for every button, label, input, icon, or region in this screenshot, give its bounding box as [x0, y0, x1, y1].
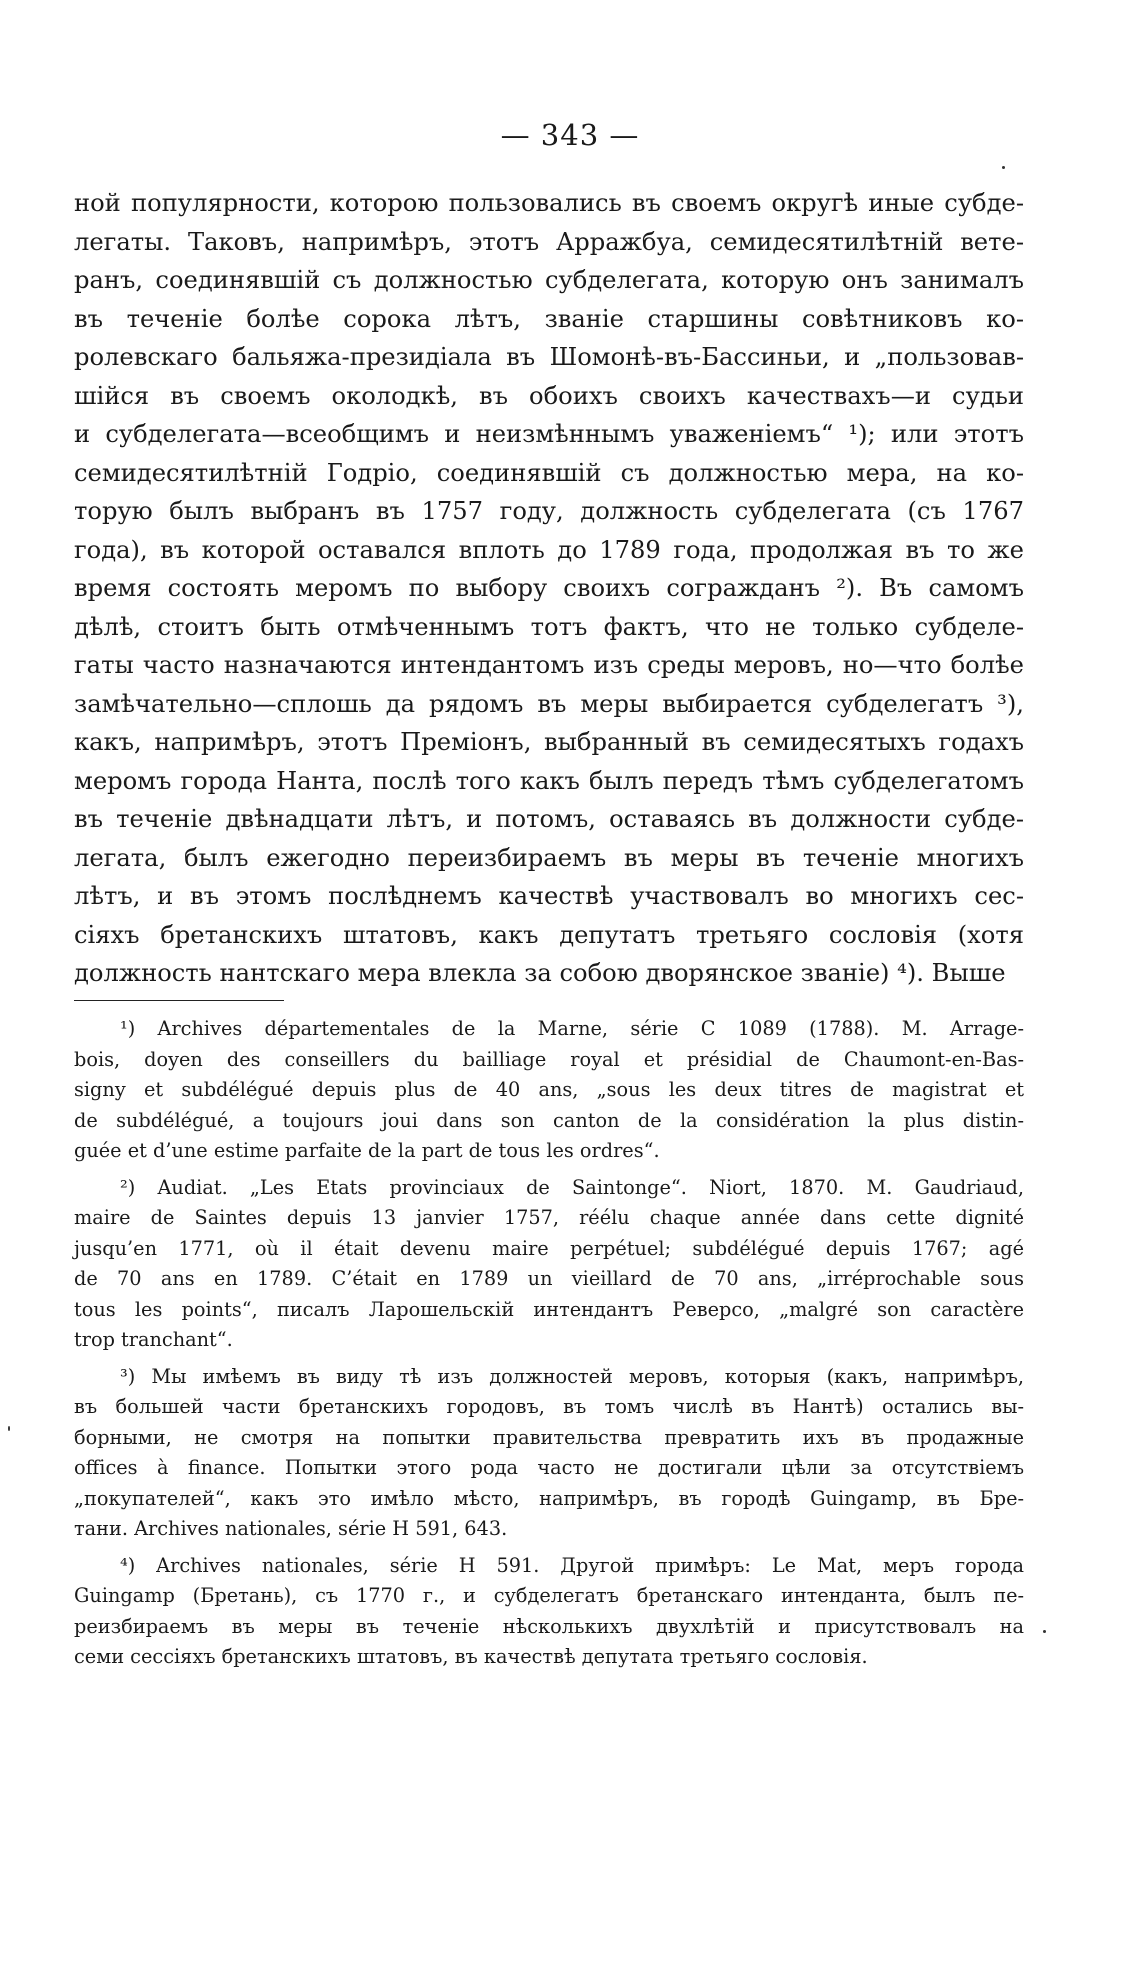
text-line: и субделегата—всеобщимъ и неизмѣннымъ уваженіемъ“ ¹); или этотъ	[74, 420, 1024, 448]
footnote-1	[74, 1014, 1024, 1167]
footnote-3	[74, 1362, 1024, 1545]
footnote-line: signy et subdélégué depuis plus de 40 ans, „sous les deux titres de magistrat et	[74, 1078, 1024, 1101]
footnote-line: борными, не смотря на попытки правительства превратить ихъ въ продажные	[74, 1425, 1024, 1449]
text-line: шійся въ своемъ околодкѣ, въ обоихъ своихъ качествахъ—и судьи	[74, 381, 1024, 410]
text-line: время состоять меромъ по выбору своихъ согражданъ ²). Въ самомъ	[74, 574, 1024, 602]
footnote-line: ¹) Archives départementales de la Marne, série C 1089 (1788). M. Arrage-	[120, 1017, 1024, 1040]
text-line: года), въ которой оставался вплоть до 1789 года, продолжая въ то же	[74, 535, 1024, 564]
text-line: въ теченіе двѣнадцати лѣтъ, и потомъ, оставаясь въ должности субде-	[74, 805, 1024, 833]
footnote-line: въ большей части бретанскихъ городовъ, въ томъ числѣ въ Нантѣ) остались вы-	[74, 1395, 1024, 1418]
text-line: въ теченіе болѣе сорока лѣтъ, званіе старшины совѣтниковъ ко-	[74, 304, 1024, 333]
text-line: должность нантскаго мера влекла за собою дворянское званіе) ⁴). Выше	[74, 959, 1006, 987]
text-line: дѣлѣ, стоитъ быть отмѣченнымъ тотъ фактъ, что не только субделе-	[74, 612, 1024, 641]
main-text-body	[74, 184, 1024, 993]
text-line: какъ, напримѣръ, этотъ Преміонъ, выбранный въ семидесятыхъ годахъ	[74, 728, 1024, 756]
text-line: легата, былъ ежегодно переизбираемъ въ меры въ теченіе многихъ	[74, 843, 1024, 872]
page-number: — 343 —	[500, 118, 640, 152]
footnote-line: tous les points“, писалъ Ларошельскій интендантъ Реверсо, „malgré son caractère	[74, 1297, 1024, 1321]
footnote-4	[74, 1551, 1024, 1673]
text-line: лѣтъ, и въ этомъ послѣднемъ качествѣ участвовалъ во многихъ сес-	[74, 882, 1024, 910]
footnotes	[74, 1014, 1024, 1679]
footnote-line: ²) Audiat. „Les Etats provinciaux de Saintonge“. Niort, 1870. M. Gaudriaud,	[120, 1175, 1024, 1199]
text-line: замѣчательно—сплошь да рядомъ въ меры выбирается субделегатъ ³),	[74, 689, 1024, 718]
footnote-2	[74, 1173, 1024, 1356]
footnote-line: „покупателей“, какъ это имѣло мѣсто, напримѣръ, въ городѣ Guingamp, въ Бре-	[74, 1486, 1024, 1510]
text-line: ной популярности, которою пользовались въ своемъ округѣ иные субде-	[74, 189, 1024, 217]
text-line: меромъ города Нанта, послѣ того какъ былъ передъ тѣмъ субделегатомъ	[74, 766, 1024, 795]
text-line: ролевскаго бальяжа-президіала въ Шомонѣ-въ-Бассиньи, и „пользовав-	[74, 343, 1024, 371]
text-line: сіяхъ бретанскихъ штатовъ, какъ депутатъ третьяго сословія (хотя	[74, 920, 1024, 949]
print-speck	[8, 1426, 10, 1431]
text-line: гаты часто назначаются интендантомъ изъ среды меровъ, но—что болѣе	[74, 651, 1024, 679]
footnote-line: maire de Saintes depuis 13 janvier 1757, réélu chaque année dans cette dignité	[74, 1206, 1024, 1229]
text-line: торую былъ выбранъ въ 1757 году, должность субделегата (съ 1767	[74, 497, 1024, 525]
footnote-line: семи сессіяхъ бретанскихъ штатовъ, въ качествѣ депутата третьяго сословія.	[74, 1645, 868, 1668]
footnote-line: de 70 ans en 1789. C’était en 1789 un vieillard de 70 ans, „irréprochable sous	[74, 1267, 1024, 1290]
footnote-line: offices à finance. Попытки этого рода часто не достигали цѣли за отсутствіемъ	[74, 1456, 1024, 1479]
footnote-separator	[74, 1000, 284, 1001]
text-line: легаты. Таковъ, напримѣръ, этотъ Арражбуа, семидесятилѣтній вете-	[74, 227, 1024, 256]
footnote-line: trop tranchant“.	[74, 1328, 233, 1351]
footnote-line: реизбираемъ въ меры въ теченіе нѣсколькихъ двухлѣтій и присутствовалъ на	[74, 1614, 1024, 1638]
footnote-line: Guingamp (Бретань), съ 1770 г., и субделегатъ бретанскаго интенданта, былъ пе-	[74, 1584, 1024, 1607]
footnote-line: guée et d’une estime parfaite de la part de tous les ordres“.	[74, 1139, 660, 1162]
text-line: ранъ, соединявшій съ должностью субделегата, которую онъ занималъ	[74, 266, 1024, 294]
footnote-line: bois, doyen des conseillers du bailliage royal et présidial de Chaumont-en-Bas-	[74, 1047, 1024, 1071]
footnote-line: ⁴) Archives nationales, série H 591. Другой примѣръ: Le Mat, меръ города	[120, 1553, 1024, 1577]
footnote-line: jusqu’en 1771, où il était devenu maire perpétuel; subdélégué depuis 1767; agé	[74, 1236, 1024, 1260]
footnote-line: ³) Мы имѣемъ въ виду тѣ изъ должностей меровъ, которыя (какъ, напримѣръ,	[120, 1364, 1024, 1388]
text-line: семидесятилѣтній Годріо, соединявшій съ должностью мера, на ко-	[74, 458, 1024, 487]
footnote-line: de subdélégué, a toujours joui dans son canton de la considération la plus distin-	[74, 1108, 1024, 1132]
footnote-line: тани. Archives nationales, série H 591, 643.	[74, 1517, 508, 1540]
print-speck	[1002, 166, 1005, 169]
print-speck	[1043, 1630, 1046, 1633]
